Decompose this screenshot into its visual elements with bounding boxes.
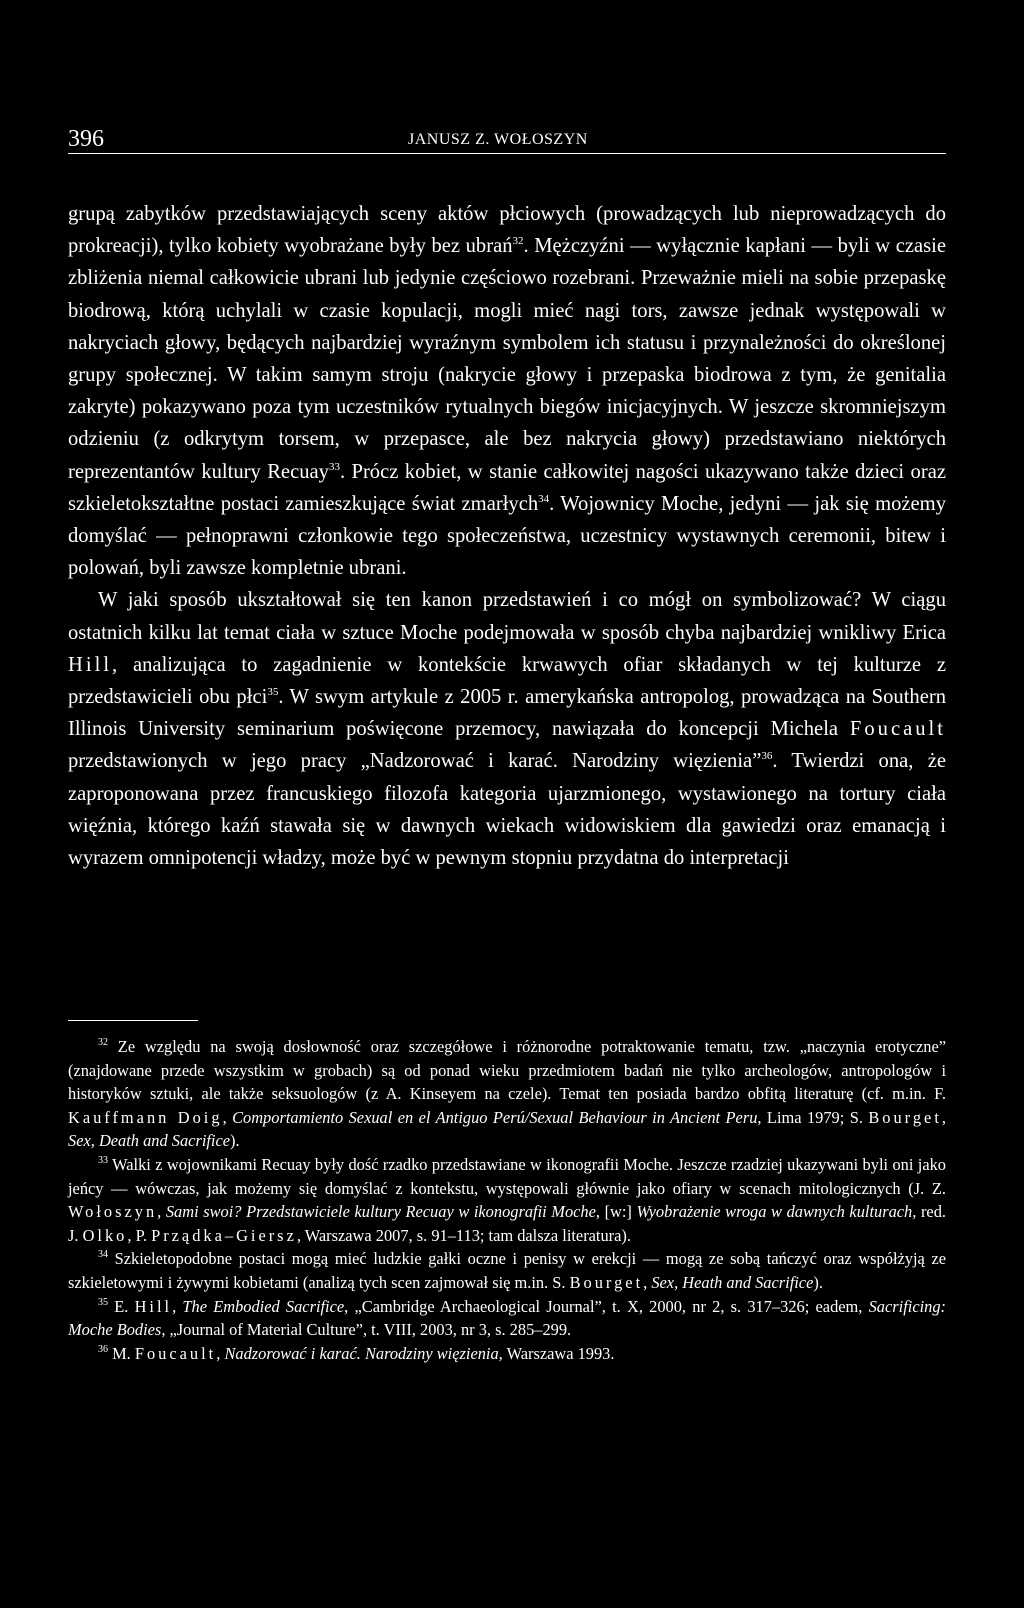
text-run: , <box>941 1107 946 1127</box>
text-run: przedstawionych w jego pracy „Nadzorować i karać. Narodziny więzienia” <box>68 750 762 773</box>
text-run: , „Cambridge Archaeological Journal”, t. X, 2000, nr 2, s. 317–326; eadem, <box>344 1296 869 1316</box>
work-title: Nadzorować i karać. Narodziny więzienia <box>224 1343 499 1363</box>
running-head: JANUSZ Z. WOŁOSZYN <box>408 131 588 148</box>
footnote-ref-36[interactable]: 36 <box>761 750 773 763</box>
author-name: Bourget <box>569 1272 644 1292</box>
work-title: Sacrificing: Moche Bodies <box>68 1296 946 1340</box>
text-run: . Prócz kobiet, w stanie całkowitej nagości ukazywano także dzieci oraz szkieletokształtne postaci zamieszkujące świat zmarłych <box>68 460 946 515</box>
text-run: . Wojownicy Moche, jedyni — jak się możemy domyślać — pełnoprawni członkowie tego społeczeństwa, uczestnicy wystawnych ceremonii, bitew i polowań, byli zawsze kompletnie ubrani. <box>68 492 946 580</box>
text-run: , analizująca to zagadnienie w kontekście krwawych ofiar składanych w tej kulturze z przedstawicieli obu płci <box>68 653 946 709</box>
text-run: , P. <box>127 1225 152 1245</box>
footnote-number: 33 <box>98 1154 108 1166</box>
header-rule <box>68 153 946 154</box>
footnote-number: 35 <box>98 1296 108 1308</box>
author-name: Kauffmann Doig <box>68 1107 223 1127</box>
footnote-36 <box>68 1342 946 1366</box>
paragraph-2 <box>68 584 946 874</box>
text-run: Szkieletopodobne postaci mogą mieć ludzkie gałki oczne i penisy w erekcji — mogą ze sobą tańczyć oraz współżyją ze szkieletowymi i żywymi kobietami (analizą tych scen zajmował się m.in. S. <box>68 1249 946 1292</box>
text-run: , Warszawa 1993. <box>498 1343 615 1363</box>
text-run: , <box>157 1202 166 1222</box>
main-text <box>68 198 946 874</box>
work-title: Sex, Heath and Sacrifice <box>651 1272 814 1292</box>
work-title: The Embodied Sacrifice <box>182 1296 345 1316</box>
page-number: 396 <box>68 126 104 152</box>
footnote-32 <box>68 1035 946 1153</box>
footnote-number: 32 <box>98 1037 108 1048</box>
author-name: Hill <box>68 653 113 676</box>
text-run: , <box>172 1296 183 1316</box>
text-run: , red. J. <box>68 1202 946 1245</box>
text-run: , <box>643 1272 652 1292</box>
text-run: grupą zabytków przedstawiających sceny aktów płciowych (prowadzących lub nieprowadzących do prokreacji), tylko kobiety wyobrażane były bez ubrań <box>68 203 946 258</box>
footnote-ref-33[interactable]: 33 <box>328 460 340 473</box>
footnote-34 <box>68 1247 946 1294</box>
text-run: , Warszawa 2007, s. 91–113; tam dalsza literatura). <box>296 1225 631 1245</box>
footnote-number: 36 <box>98 1343 108 1355</box>
work-title: Sami swoi? Przedstawiciele kultury Recuay w ikonografii Moche <box>165 1202 596 1222</box>
footnote-ref-32[interactable]: 32 <box>512 235 524 248</box>
text-run: W jaki sposób ukształtował się ten kanon przedstawień i co mógł on symbolizować? W ciągu ostatnich kilku lat temat ciała w sztuce Moche podejmowała w sposób chyba najbardziej wnikliwy Erica <box>68 589 946 644</box>
text-run: , „Journal of Material Culture”, t. VIII, 2003, nr 3, s. 285–299. <box>161 1320 572 1340</box>
author-name: Prządka–Giersz <box>151 1225 297 1245</box>
text-run: , <box>216 1343 225 1363</box>
author-name: Foucault <box>849 718 946 741</box>
text-run: ). <box>230 1131 240 1151</box>
book-page <box>68 0 946 1608</box>
footnote-35 <box>68 1295 946 1342</box>
footnote-ref-34[interactable]: 34 <box>538 492 550 505</box>
text-run: , [w:] <box>595 1202 637 1222</box>
footnote-separator <box>68 1020 198 1021</box>
work-title: Sex, Death and Sacrifice <box>68 1131 231 1151</box>
text-run: M. <box>108 1343 135 1363</box>
author-name: Hill <box>134 1296 173 1316</box>
text-run: E. <box>108 1296 135 1316</box>
text-run: . Mężczyźni — wyłącznie kapłani — byli w czasie zbliżenia niemal całkowicie ubrani lub jedynie częściowo rozebrani. Przeważnie mieli na sobie przepaskę biodrową, którą uchylali w czasie kopulacji, mogli mieć nagi tors, zawsze jednak występowali w nakryciach głowy, będących najbardziej wyraźnym symbolem ich statusu i przynależności do określonej grupy społecznej. W takim samym stroju (nakrycie głowy i przepaska biodrowa z tym, że genitalia zakryte) pokazywano poza tym uczestników rytualnych biegów inicjacyjnych. W jeszcze skromniejszym odzieniu (z odkrytym torsem, w przepasce, ale bez nakrycia głowy) przedstawiano niektórych reprezentantów kultury Recuay <box>68 235 946 483</box>
author-name: Wołoszyn <box>68 1202 158 1222</box>
text-run: . Twierdzi ona, że zaproponowana przez francuskiego filozofa kategoria ujarzmionego, wystawionego na tortury ciała więźnia, którego kaźń stawała się w dawnych wiekach widowiskiem dla gawiedzi oraz emanacją i wyrazem omnipotencji władzy, może być w pewnym stopniu przydatna do interpretacji <box>68 750 946 870</box>
footnote-ref-35[interactable]: 35 <box>267 686 279 699</box>
page-header <box>68 125 946 155</box>
text-run: Ze względu na swoją dosłowność oraz szczegółowe i różnorodne potraktowanie tematu, tzw. „naczynia erotyczne” (znajdowane przede wszystkim w grobach) są od ponad wieku przedmiotem badań nie tylko archeologów, antropologów i historyków sztuki, ale także seksuologów (z A. Kinseyem na czele). Temat ten posiada bardzo obfitą literaturę (cf. m.in. F. <box>68 1037 946 1104</box>
text-run: . W swym artykule z 2005 r. amerykańska antropolog, prowadząca na Southern Illinois University seminarium poświęcone przemocy, nawiązała do koncepcji Michela <box>68 686 947 741</box>
text-run: , <box>222 1107 233 1127</box>
work-title: Wyobrażenie wroga w dawnych kulturach <box>636 1202 913 1222</box>
footnote-number: 34 <box>98 1249 108 1261</box>
text-run: ). <box>813 1272 823 1292</box>
footnote-33 <box>68 1153 946 1247</box>
author-name: Olko <box>82 1225 128 1245</box>
footnotes <box>68 1035 946 1365</box>
text-run: Walki z wojownikami Recuay były dość rzadko przedstawiane w ikonografii Moche. Jeszcze rzadziej ukazywani byli oni jako jeńcy — wówczas, jak możemy się domyślać z kontekstu, występowali głównie jako ofiary w scenach mitologicznych (J. Z. <box>68 1154 946 1198</box>
author-name: Foucault <box>134 1343 217 1363</box>
author-name: Bourget <box>868 1107 942 1127</box>
work-title: Comportamiento Sexual en el Antiguo Perú/Sexual Behaviour in Ancient Peru <box>232 1107 758 1127</box>
paragraph-1 <box>68 198 946 584</box>
text-run: , Lima 1979; S. <box>757 1107 869 1127</box>
